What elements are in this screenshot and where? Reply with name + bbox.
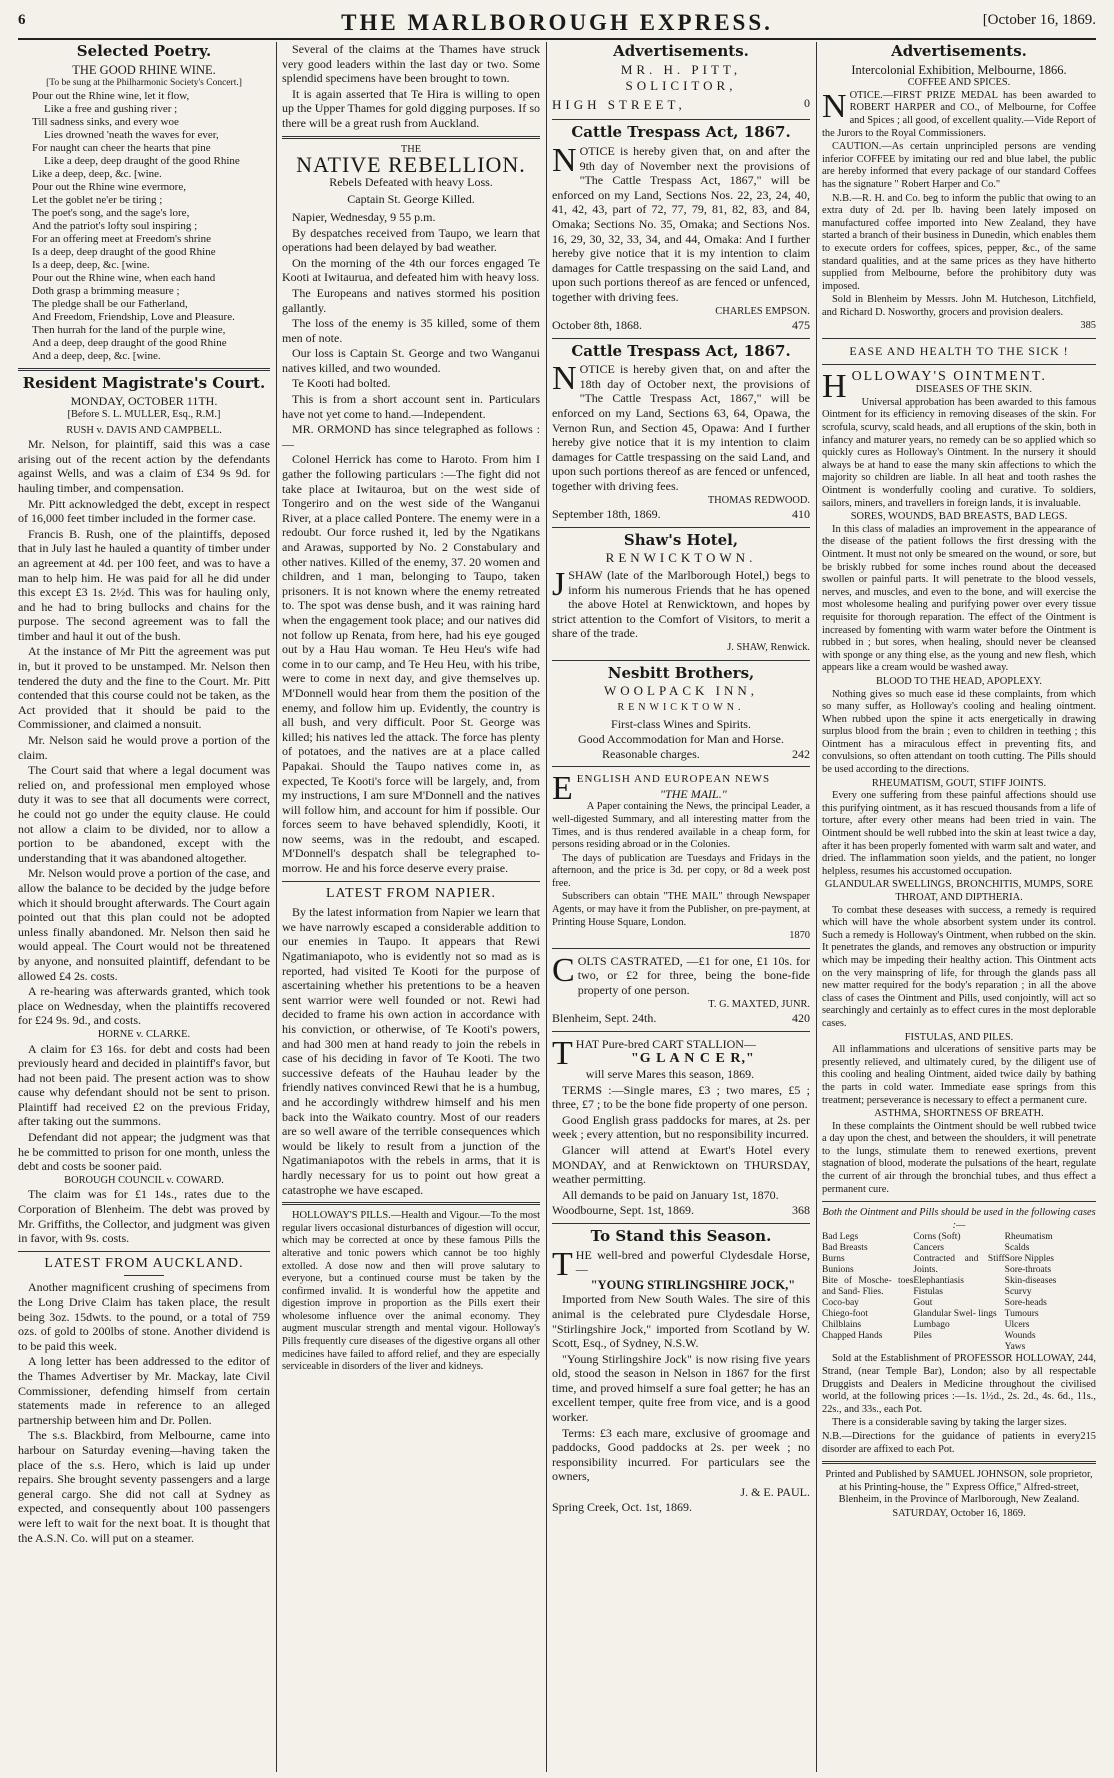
paragraph: This is from a short account sent in. Particulars have not yet come to hand.—Independent. <box>282 392 540 421</box>
poem-line: Is a deep, deep, &c. [wine. <box>32 258 150 271</box>
paragraph: Our loss is Captain St. George and two Wanganui natives killed, and two wounded. <box>282 346 540 375</box>
ad-title: Shaw's Hotel, <box>623 530 739 549</box>
ad-signer: J. SHAW, Renwick. <box>727 641 810 653</box>
section-text: Universal approbation has been awarded to this famous Ointment for its efficiency in removing diseases of the skin. For scrofula, scurvy, scald heads, and all eruptions of the skin, both in infancy and maturer years, no remedy can be so applied which so quickly cures as Holloway's Ointment. In the nursery it should always be at hand to ease the many skin affections to which the majority so children are liable. In all heat and tooth rashes the Ointment is wonderfully cooling and curative. To soldiers, sailors, miners, and travellers in foreign lands, it is invaluable. <box>822 396 1096 509</box>
ad-num: 420 <box>792 1011 810 1026</box>
ad-footer <box>552 318 810 333</box>
ad-name: "THE MAIL." <box>660 786 727 801</box>
ad-title-text: ENGLISH AND EUROPEAN NEWS <box>576 773 771 786</box>
poem-line: Doth grasp a brimming measure ; <box>32 284 180 297</box>
ad-text: HAT Pure-bred CART STALLION— <box>575 1036 756 1051</box>
ad-title: Cattle Trespass Act, 1867. <box>571 123 791 142</box>
ad-body <box>552 951 810 998</box>
ad-date: Spring Creek, Oct. 1st, 1869. <box>552 1499 692 1514</box>
paragraph: The Europeans and natives stormed his position gallantly. <box>282 285 540 315</box>
case-item: Contracted and Stiff Joints. <box>913 1254 1005 1276</box>
case-body <box>18 437 270 1028</box>
section-text: In these complaints the Ointment should be well rubbed twice a day upon the chest, and between the shoulders, it will penetrate to the lungs, stimulate them to renewed exertions, prevent stagnation of blood, moderate the pulsations of the heart, regulate the current of air through the bronchial tubes, and thus effect a permanent cure. <box>822 1120 1096 1195</box>
poem-line: Like a deep, deep draught of the good Rhine <box>44 154 240 167</box>
pitt-role: SOLICITOR, <box>625 78 737 94</box>
case-item: Ulcers <box>1004 1320 1030 1331</box>
ad-num: 475 <box>792 318 810 333</box>
poem-title: THE GOOD RHINE WINE. <box>72 62 216 77</box>
divider <box>822 364 1096 365</box>
poem-line: Pour out the Rhine wine, let it flow, <box>32 89 190 102</box>
ad-body <box>822 87 1096 140</box>
divider <box>282 136 540 139</box>
paragraph: It is again asserted that Te Hira is willing to open up the Upper Thames for gold digging purposes. If so there will be a great rush from Auckland. <box>282 86 540 130</box>
ad-title: To Stand this Season. <box>590 1226 772 1245</box>
paragraph: Francis B. Rush, one of the plaintiffs, deposed that in July last he hauled a quantity of timber under an agreement at 4d. per 100 feet, and was to have a man to help him. He was paid for all he did under this except £3 1s. 2½d. This was for hauling only, and he had to bring bullocks and chains for the purpose. The second agreement was to fall the timber and haul it out of the bush. <box>18 526 270 643</box>
poem-line: Till sadness sinks, and every woe <box>32 115 179 128</box>
ad-text: OTICE is hereby given that, on and after the 18th day of October next, the provisions of "The Cattle Trespass Act, 1867," will be enforced on my Land, Sections 63, 64, Opawa, the Vernon Run, and Section 45, Opawa: And I further hereby give notice that it is my intention to claim damages for Cattle trespassing on the said Land, and upon such portions thereof as are fenced or unfenced, together with driving fees. <box>552 362 810 494</box>
divider <box>124 1275 164 1276</box>
case-item: Yaws <box>1004 1342 1026 1353</box>
case-item: Scurvy <box>1004 1287 1032 1298</box>
ad-date: Blenheim, Sept. 24th. <box>552 1011 657 1026</box>
paragraph: A re-hearing was afterwards granted, which took place on Wednesday, when the plaintiffs recovered for £24 9s. 9d., and costs. <box>18 984 270 1028</box>
case-item: Piles <box>913 1331 932 1342</box>
section-text: To combat these deseases with success, a remedy is required which will have the whole absorbent system under its control. Such a remedy is Holloway's Ointment, when rubbed on the skin. It penetrates the glands, and removes any obstruction or impurity which may be impeding their healthy action. This Ointment acts on the very mainspring of life, for through the glands pass all new matter required for the body's reparation ; in all the above class of cases the Ointment and Pills, used conjointly, will act so searchingly and certainly as to effect cures in the most deplorable cases. <box>822 904 1096 1029</box>
ad-body: Good English grass paddocks for mares, at 2s. per week ; every attention, but no responsibility incurred. <box>552 1112 810 1142</box>
pills-advert: HOLLOWAY'S PILLS.—Health and Vigour.—To the most regular livers occasional disturbances of digestion will occur, which may be corrected at once by these famous Pills the alterative and tonic powers which cannot be too highly extolled. A dose now and then will prove salutary to everyone, but a continued course must be taken by the confirmed invalid. It is wonderful how the appetite and digestion improve in proportion as the Pills exert their wholesome influence over the animal economy. They augment muscular strength and mental vigour. Holloway's Pills frequently cure diseases of the digestive organs all other medicines have failed to afford relief, and they are especially serviceable in disorders of the liver and kidneys. <box>282 1210 540 1373</box>
ad-date: October 8th, 1868. <box>552 318 642 333</box>
poem-line: Is a deep, deep draught of the good Rhine <box>32 245 216 258</box>
ad-text: N.B.—Directions for the guidance of patients in every disorder are affixed to each Pot. <box>822 1431 1081 1455</box>
divider <box>18 1251 270 1252</box>
ad-text: OTICE is hereby given that, on and after the 9th day of November next the provisions of "The Cattle Trespass Act, 1867," will be enforced on my Land, Sections Nos. 22, 23, 24, 40, 41, 42, 43, part of 72, 77, 79, 81, 82, 83, and 84, Omaka; Sections No. 35, Omaka; and Sections Nos. 16, 29, 30, 32, 33, 34, and 44, Omaka: And I further hereby give notice that it is my intention to claim damages for Cattle trespassing on the said Land, and upon such portions thereof as are fenced or unfenced, together with driving fees. <box>552 143 810 304</box>
poetry-section-heading: Selected Poetry. <box>76 42 212 60</box>
ad-body: Sold in Blenheim by Messrs. John M. Hutcheson, Litchfield, and Richard D. Nosworthy, grocers and provision dealers. <box>822 294 1096 318</box>
ad-body: CAUTION.—As certain unprincipled persons are vending inferior COFFEE by imitating our red and blue label, the public are hereby informed that every package of our standard Coffees has the signature " Robert Harper and Co." <box>822 141 1096 190</box>
column-4 <box>822 42 1096 1772</box>
case-body <box>18 1187 270 1245</box>
pitt-street: HIGH STREET, <box>552 96 686 112</box>
case-item: Gout <box>913 1298 933 1309</box>
article-kicker: THE <box>400 143 422 155</box>
divider <box>822 1201 1096 1202</box>
ad-date: Woodbourne, Sept. 1st, 1869. <box>552 1203 695 1218</box>
article-heading: LATEST FROM AUCKLAND. <box>44 1255 244 1271</box>
cases-column <box>913 1232 1004 1353</box>
ad-footer <box>552 1011 810 1026</box>
ad-place: RENWICKTOWN. <box>617 701 745 713</box>
ad-date: September 18th, 1869. <box>552 507 661 522</box>
drop-cap: N <box>552 360 577 398</box>
court-section-heading: Resident Magistrate's Court. <box>22 373 266 392</box>
case-item: Chilblains <box>822 1320 862 1331</box>
section-heading: SORES, WOUNDS, BAD BREASTS, BAD LEGS. <box>850 511 1068 523</box>
case-item: Chiego-foot <box>822 1309 868 1320</box>
article-heading: NATIVE REBELLION. <box>296 152 526 178</box>
divider <box>552 660 810 661</box>
divider <box>552 338 810 339</box>
poem-line: Pour out the Rhine wine, when each hand <box>32 271 216 284</box>
ad-body <box>552 568 810 641</box>
ad-line: First-class Wines and Spirits. <box>611 717 751 732</box>
masthead <box>18 8 1096 40</box>
ad-body: Sold at the Establishment of PROFESSOR HOLLOWAY, 244, Strand, (near Temple Bar), London; also by all respectable Druggists and Dealers in Medicine throughout the civilised world, at the following prices :—1s. 1½d., 2s. 2d., 4s. 6d., 11s., 22s., and 33s., each Pot. <box>822 1353 1096 1415</box>
divider <box>282 1202 540 1205</box>
ad-num: 368 <box>792 1203 810 1218</box>
case-item: Fistulas <box>913 1287 943 1298</box>
paragraph: The Court said that where a legal document was relied on, and professional men employed whose duty it was to see that all documents were correct, he could not go under the equity clause. He could not allow a claim to be divided, nor to allow a portion to be abandoned, except with the understanding that it was abandoned altogether. <box>18 763 270 865</box>
section-text: Nothing gives so much ease id these complaints, from which so many suffer, as Holloway's cooling and healing ointment. When rubbed upon the spine it acts energetically in drawing surplus blood from the brain ; even to children in teething ; this Ointment has a miraculous effect in preventing fits, and convulsions, so often attendant on tooth cutting. The Pills should be used according to the directions. <box>822 688 1096 776</box>
column-rule <box>816 42 817 1772</box>
ad-body <box>552 1245 810 1283</box>
paragraph: Napier, Wednesday, 9 55 p.m. <box>292 209 436 224</box>
ad-num: 215 <box>1080 1431 1096 1442</box>
ad-footer <box>552 747 810 762</box>
case-item: Bad Legs <box>822 1232 859 1243</box>
poem-line: The pledge shall be our Fatherland, <box>32 297 188 310</box>
ad-text: SHAW (late of the Marlborough Hotel,) begs to inform his numerous Friends that he has opened the above Hotel at Renwicktown, and hopes by strict attention to the Comfort of Visitors, to merit a share of the trade. <box>552 568 810 641</box>
drop-cap: J <box>552 566 566 603</box>
section-heading: RHEUMATISM, GOUT, STIFF JOINTS. <box>871 777 1047 789</box>
page-number: 6 <box>18 12 26 28</box>
divider <box>282 881 540 882</box>
ad-signer: THOMAS REDWOOD. <box>707 494 810 506</box>
ad-place: RENWICKTOWN. <box>605 550 757 566</box>
ads-heading: Advertisements. <box>891 42 1027 60</box>
ad-line: Reasonable charges. <box>602 746 700 761</box>
case-item: Coco-bay <box>822 1298 859 1309</box>
poem-line: And a deep, deep, &c. [wine. <box>32 349 161 362</box>
paragraph: The claim was for £1 14s., rates due to the Corporation of Blenheim. The debt was proved by Mr. Griffiths, the Collector, and judgment was given in favor, with 9s. costs. <box>18 1187 270 1246</box>
case-item: Glandular Swel- lings <box>913 1309 997 1320</box>
section-heading: GLANDULAR SWELLINGS, BRONCHITIS, MUMPS, SORE THROAT, AND DIPTHERIA. <box>824 879 1094 903</box>
case-item: Sore-heads <box>1004 1298 1047 1309</box>
ad-body: A Paper containing the News, the principal Leader, a well-digested Summary, and all interesting matter from the Times, and is thus rendered available in a cheap form, for persons residing abroad or in the Colonies. <box>552 801 810 851</box>
poem-line: Like a deep, deep, &c. [wine. <box>32 167 162 180</box>
poem-line: Then hurrah for the land of the purple wine, <box>32 323 226 336</box>
court-before: [Before S. L. MULLER, Esq., R.M.] <box>67 408 221 420</box>
section-text: In this class of maladies an improvement in the appearance of the disease of the patient follows the first dressing with the Ointment. It must not only be smeared on the wound, or sore, but be briskly rubbed for some inches round about the deceased swollen or painful parts. It will penetrate to the blood vessels, nerves, and muscles, and even to the bone, and will exercise the most wholesome healing and purifying power over every tissue requisite for thorough reparation. The effect of the Ointment is increased by fomenting with warm water before the Ointment is rubbed in ; but sores, when healing, should never be cleansed with sponge or any thing else, as the young and new flesh, which appears like a cream would be washed away. <box>822 523 1096 674</box>
paragraph: At the instance of Mr Pitt the agreement was put in, but it proved to be unstamped. Mr. Nelson then tendered the duty and the fine to the Court. Mr. Pitt contended that this course could not be taken, as the Act provided that it should be paid to the Commissioner, and claimed a nonsuit. <box>18 644 270 732</box>
article-subheading: Rebels Defeated with heavy Loss. <box>329 174 493 189</box>
case-item: Bunions <box>822 1265 854 1276</box>
divider <box>552 948 810 949</box>
divider <box>552 766 810 767</box>
poem-lines <box>18 90 270 363</box>
ad-num: 1870 <box>789 930 810 942</box>
section-text: All inflammations and ulcerations of sensitive parts may be presently relieved, and ultimately cured, by the diligent use of this cooling and healing Ointment, aided twice daily by bathing the parts in cold water. Immediate ease springs from this treatment; perseverance is necessary to effect a permanent cure. <box>822 1044 1096 1106</box>
case-item: Burns <box>822 1254 845 1265</box>
article-continued <box>282 42 540 131</box>
case-item: Wounds <box>1004 1331 1036 1342</box>
paragraph: By despatches received from Taupo, we learn that operations had been delayed by bad weather. <box>282 225 540 255</box>
ad-kicker: EASE AND HEALTH TO THE SICK ! <box>849 344 1069 359</box>
poem-line: For naught can cheer the hearts that pine <box>32 141 211 154</box>
case-item: Lumbago <box>913 1320 950 1331</box>
case-item: Bad Breasts <box>822 1243 868 1254</box>
ad-subtitle: COFFEE AND SPICES. <box>907 77 1011 89</box>
poem-line: And Freedom, Friendship, Love and Pleasure. <box>32 310 235 323</box>
ad-text: HE well-bred and powerful Clydesdale Horse,— <box>575 1247 810 1277</box>
paragraph: Colonel Herrick has come to Haroto. From him I gather the following particulars :—The fight did not take place at Iwitauroa, but on the west side of Tongeriro and on the west side of the Wanganui River, at a place called Pontere. The enemy were in a redoubt. Our force rushed it, led by the Ngatikans and Arawas, supported by No. 2 Constabulary and other natives. Killed of the enemy, 37. 20 women and children, and 1 man, belonging to Taupo, taken prisoners. It is not known where the enemy retreated to. The spot was dense bush, and it was raining hard when the engagement took place; and our natives did not follow up Renata, from here, had his eye gouged out by a Hau Hau woman. Te Heu Heu's wife had come in to our camp, and Te Heu Heu, with his tribe, were to come in next day, and give themselves up. M'Donnell would hear from them the position of the enemy, and follow him up. Evidently, the country is all bush, and very difficult. Poor St. George was killed; his natives led the attack. The force has plenty of potatoes, and the natives are at a place called Papakai. Should the Taupo natives come in, as expected, Te Kooti's force will be largely, and, from my instructions, I am sure M'Donnell and the natives will follow him, and account for him if possible. Our forces seem to have behaved splendidly, Kooti, it now seems, was in the redoubt, and escaped. M'Donnell's despatch shall be telegraphed to-morrow. He and his force deserve every praise. <box>282 452 540 876</box>
paragraph: The s.s. Blackbird, from Melbourne, came into harbour on Saturday evening—having taken the place of the s.s. Hero, which is laid up under repairs. She brought seventy passengers and a large general cargo. She did not call at Sydney as expected, and consequently about 100 passengers were left to wait for the next boat. It is thought that the A.S.N. Co. will put on a steamer. <box>18 1428 270 1545</box>
section-heading: FISTULAS, AND PILES. <box>904 1031 1014 1043</box>
ad-signer: CHARLES EMPSON. <box>715 305 810 317</box>
case-item: Scalds <box>1004 1243 1030 1254</box>
pitt-num: 0 <box>804 95 810 110</box>
imprint: Printed and Published by SAMUEL JOHNSON, sole proprietor, at his Printing-house, the " Express Office," Alfred-street, Blenheim, in the Province of Marlborough, New Zealand. <box>825 1469 1093 1506</box>
pitt-address <box>552 96 810 115</box>
paragraph: On the morning of the 4th our forces engaged Te Kooti at Iwitaurua, and defeated him with heavy loss. <box>282 255 540 285</box>
ad-title: Intercolonial Exhibition, Melbourne, 1866. <box>851 62 1067 77</box>
paragraph: MR. ORMOND has since telegraphed as follows :— <box>282 422 540 451</box>
ad-footer <box>552 507 810 522</box>
ad-inn: WOOLPACK INN, <box>603 683 759 699</box>
poem-line: The poet's song, and the sage's lore, <box>32 206 190 219</box>
ad-title: Nesbitt Brothers, <box>607 663 755 682</box>
ad-num: 385 <box>1080 320 1096 332</box>
drop-cap: T <box>552 1245 573 1283</box>
divider <box>18 368 270 371</box>
divider <box>552 1031 810 1032</box>
ad-body <box>552 362 810 493</box>
paragraph: Mr. Nelson would prove a portion of the case, and allow the balance to be decided by the judge before which it should brought afterwards. The Court again pointed out that this plan could not be adopted unless finally abandoned. Mr. Nelson then said he would appeal. The Court would not be threatened by anyone, and nonsuited plaintiff, defendant to be allowed £4 2s. costs. <box>18 866 270 983</box>
case-item: Corns (Soft) <box>913 1232 961 1243</box>
paragraph: Defendant did not appear; the judgment was that he be committed to prison for one month, unless the debt and costs be sooner paid. <box>18 1130 270 1174</box>
drop-cap: T <box>552 1034 573 1072</box>
paragraph: A long letter has been addressed to the editor of the Thames Advertiser by Mr. Mackay, late Civil Commissioner, defending himself from certain statements made in reference to an alleged partnership between him and Dr. Pollen. <box>18 1354 270 1427</box>
case-item: Tumours <box>1004 1309 1039 1320</box>
paragraph: A claim for £3 16s. for debt and costs had been previously heard and decided in plaintiff's favor, but had not been paid. The present action was to show cause why defendant should not be sent to prison. Plaintiff had received £2 on the previous Friday, after taking out the summons. <box>18 1041 270 1129</box>
paragraph: Mr. Nelson, for plaintiff, said this was a case arising out of the recent action by the defendants against Wells, and was a claim of £34 9s 9d. for hauling timber, and compensation. <box>18 437 270 495</box>
column-2 <box>282 42 540 1772</box>
drop-cap: H <box>822 367 849 405</box>
divider <box>822 338 1096 339</box>
drop-cap: E <box>552 770 574 808</box>
ad-body: N.B.—R. H. and Co. beg to inform the public that owing to an extra duty of 2d. per lb. having been lately imposed on manufactured coffee imported into New Zealand, they have started a branch of their business in Dunedin, which enables them to execute orders for coffees, spices, pepper, &c., of the same standard qualities, and at the same prices as they have hitherto supplied from Melbourne, before the prohibitory duty was imposed. <box>822 192 1096 292</box>
poem-line: And a deep, deep draught of the good Rhine <box>32 336 227 349</box>
poem-line: Pour out the Rhine wine evermore, <box>32 180 186 193</box>
paragraph: Mr. Nelson said he would prove a portion of the claim. <box>18 733 270 762</box>
drop-cap: N <box>822 87 847 125</box>
case-item: Skin-diseases <box>1004 1276 1057 1287</box>
case-body <box>18 1042 270 1174</box>
cases-intro: Both the Ointment and Pills should be used in the following cases :— <box>822 1207 1096 1231</box>
ad-name: "G L A N C E R," <box>631 1051 755 1067</box>
pitt-name: MR. H. PITT, <box>620 61 742 77</box>
article-body: By the latest information from Napier we learn that we have narrowly escaped a considerable addition to our enemies in Taupo. It appears that Rewi Ngatimaniapoto, who is evidently not so mad as is reported, had visited Te Kooti for the purpose of ascertaining whether his pretentions to be a heaven sent warrior were well founded or not. Rewi had decided to frame his own action in accordance with his conviction, or otherwise, of Te Kooti's powers, and had 300 men at hand ready to join the rebels in case of his deciding in favor of Te Kooti. The two successive defeats of the Hauhau leader by the friendly natives convinced Rewi that he is a humbug, and he accordingly withdrew himself and his men back into the Waikato country. Most of our readers are so well aware of the terrible consequences which would be likely to result from a junction of the Ngatimaniapotos with the rebels in arms, that it is hardly necessary for us to point out how great a catastrophe we have escaped. <box>282 905 540 1197</box>
article-subheading: Captain St. George Killed. <box>347 192 475 207</box>
section-text: Every one suffering from these painful affections should use this purifying ointment, as it has rescued thousands from a life of torture, after every other means had been tried in vain. The Ointment should be well rubbed into the skin at least twice a day, after it has been properly fomented with warm salt and water, and dried. The inflammation soon yields, and the patient, no longer helpless, resumes his accustomed occupation. <box>822 790 1096 877</box>
case-title: HORNE v. CLARKE. <box>97 1028 191 1040</box>
newspaper-title: THE MARLBOROUGH EXPRESS. <box>341 10 773 35</box>
case-item: Elephantiasis <box>913 1276 964 1287</box>
paragraph: Several of the claims at the Thames have struck very good leaders within the last day or two. Some splendid specimens have been brought to town. <box>282 42 540 86</box>
column-rule <box>546 42 547 1772</box>
case-item: Rheumatism <box>1004 1232 1053 1243</box>
case-title: RUSH v. DAVIS AND CAMPBELL. <box>66 424 222 436</box>
divider <box>552 119 810 120</box>
court-date: MONDAY, OCTOBER 11TH. <box>70 394 218 409</box>
divider <box>552 1223 810 1224</box>
ad-body: All demands to be paid on January 1st, 1870. <box>562 1187 779 1202</box>
cases-column <box>822 1232 913 1353</box>
poem-line: Like a free and gushing river ; <box>44 102 178 115</box>
ad-body: Subscribers can obtain "THE MAIL" through Newspaper Agents, or may have it from the Publisher, on pre-payment, at Printing House Square, London. <box>552 891 810 928</box>
section-heading: BLOOD TO THE HEAD, APOPLEXY. <box>875 675 1043 687</box>
ad-body: will serve Mares this season, 1869. <box>585 1067 755 1081</box>
ad-body: Glancer will attend at Ewart's Hotel every MONDAY, and at Renwicktown on THURSDAY, weather permitting. <box>552 1142 810 1187</box>
drop-cap: N <box>552 141 577 179</box>
ad-text: OLTS CASTRATED, —£1 for one, £1 10s. for two, or £2 for three, being the bone-fide property of one person. <box>577 953 810 998</box>
cases-column <box>1005 1232 1096 1353</box>
ad-body: There is a considerable saving by taking the larger sizes. <box>832 1417 1067 1429</box>
ad-body: Imported from New South Wales. The sire of this animal is the celebrated pure Clydesdale Horse, "Stirlingshire Jock," imported from Scotland by W. Scott, Esq., of Sydney, N.S.W. <box>552 1292 810 1351</box>
column-rule <box>276 42 277 1772</box>
poem-line: And the patriot's lofty soul inspiring ; <box>32 219 198 232</box>
case-title: BOROUGH COUNCIL v. COWARD. <box>64 1174 224 1186</box>
drop-cap: C <box>552 951 575 989</box>
article-heading: LATEST FROM NAPIER. <box>325 885 497 901</box>
ad-body: The days of publication are Tuesdays and Fridays in the afternoon, and the price is 3d. per copy, or 8d a week post free. <box>552 852 810 889</box>
imprint-date: SATURDAY, October 16, 1869. <box>892 1507 1026 1519</box>
ad-text: OTICE.—FIRST PRIZE MEDAL has been awarded to ROBERT HARPER and CO., of Melbourne, for Coffee and Spices ; all good, of excellent quality.—Vide Report of the Jurors to the Royal Commissioners. <box>822 89 1096 139</box>
issue-date: [October 16, 1869. <box>982 12 1096 28</box>
case-item: Bite of Mosche- toes and Sand- Flies. <box>822 1276 914 1298</box>
case-item: Chapped Hands <box>822 1331 883 1342</box>
paragraph: The loss of the enemy is 35 killed, some of them men of note. <box>282 316 540 345</box>
paragraph: Another magnificent crushing of specimens from the Long Drive Claim has taken place, the result being 3oz. 15dwts. to the pound, or a total of 759 ozs. of gold to 200lbs of stone. Another dividend is to be paid this week. <box>18 1280 270 1353</box>
ad-num: 410 <box>792 507 810 522</box>
ad-body <box>552 141 810 305</box>
ad-body: Terms: £3 each mare, exclusive of groomage and paddocks, Good paddocks at 2s. per week ; no responsibility incurred. For particulars see the owners, <box>552 1425 810 1484</box>
ad-signer: T. G. MAXTED, JUNR. <box>708 998 810 1010</box>
poem-line: Lies drowned 'neath the waves for ever, <box>44 128 219 141</box>
ad-signer: J. & E. PAUL. <box>740 1485 810 1500</box>
ad-footer <box>822 1431 1096 1456</box>
ad-num: 242 <box>792 746 810 761</box>
ad-body: TERMS :—Single mares, £3 ; two mares, £5 ; three, £7 ; to be the bone fide property of one person. <box>552 1082 810 1112</box>
ads-heading: Advertisements. <box>613 42 749 60</box>
article-body <box>282 210 540 876</box>
ad-name: "YOUNG STIRLINGSHIRE JOCK," <box>590 1277 796 1292</box>
ointment-sections <box>822 384 1096 1196</box>
ad-title: Cattle Trespass Act, 1867. <box>571 341 791 360</box>
ad-footer <box>552 1203 810 1218</box>
ad-title-text: OLLOWAY'S OINTMENT. <box>851 368 1047 384</box>
section-heading: DISEASES OF THE SKIN. <box>915 384 1032 396</box>
column-1 <box>18 42 270 1772</box>
cases-table <box>822 1232 1096 1353</box>
case-item: Cancers <box>913 1243 944 1254</box>
article-body <box>18 1280 270 1545</box>
poem-note: [To be sung at the Philharmonic Society's Concert.] <box>46 78 242 89</box>
poem-line: Let the goblet ne'er be tiring ; <box>32 193 163 206</box>
column-3 <box>552 42 810 1772</box>
ad-body: "Young Stirlingshire Jock" is now rising five years old, stood the season in Nelson in 1867 for the first time, and proved himself a sure foal getter; he has an excellent temper, quite free from vice, and is a good worker. <box>552 1351 810 1425</box>
poem-line: For an offering meet at Freedom's shrine <box>32 232 211 245</box>
divider <box>822 1461 1096 1464</box>
case-item: Sore Nipples <box>1004 1254 1054 1265</box>
paragraph: Mr. Pitt acknowledged the debt, except in respect of 16,000 feet timber included in the former case. <box>18 496 270 526</box>
section-heading: ASTHMA, SHORTNESS OF BREATH. <box>874 1108 1044 1120</box>
case-item: Sore-throats <box>1004 1265 1052 1276</box>
ad-line: Good Accommodation for Man and Horse. <box>578 731 784 746</box>
paragraph: Te Kooti had bolted. <box>292 376 391 391</box>
divider <box>552 527 810 528</box>
